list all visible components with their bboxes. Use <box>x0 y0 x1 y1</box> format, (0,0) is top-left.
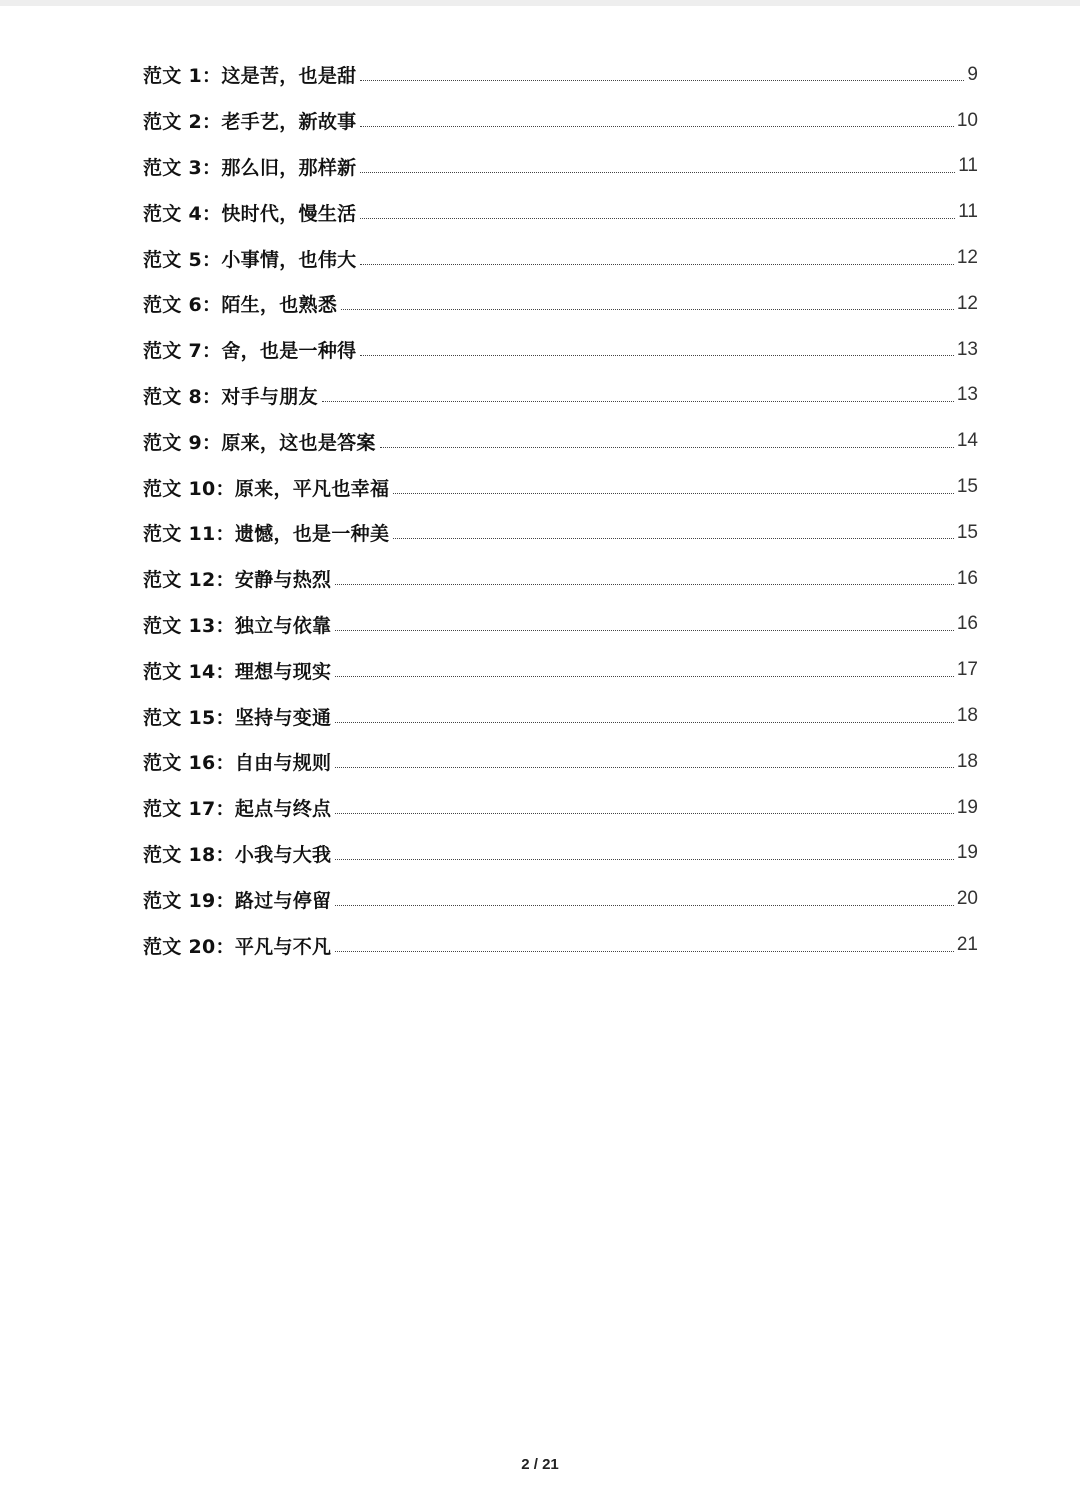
toc-entry-page: 21 <box>956 934 978 956</box>
toc-entry-title: 范文 4：快时代，慢生活 <box>143 202 357 225</box>
toc-entry-title: 范文 1：这是苦，也是甜 <box>143 65 357 88</box>
toc-entry-page: 13 <box>956 384 978 406</box>
toc-entry[interactable] <box>143 647 978 693</box>
dot-leader <box>341 309 954 310</box>
toc-entry-page: 20 <box>956 888 978 910</box>
toc-entry-page: 12 <box>956 292 978 314</box>
toc-entry-title: 范文 3：那么旧，那样新 <box>143 156 357 179</box>
toc-entry-title: 范文 6：陌生，也熟悉 <box>143 294 338 317</box>
toc-entry-title: 范文 14：理想与现实 <box>143 660 332 683</box>
toc-entry[interactable] <box>143 464 978 510</box>
dot-leader <box>360 172 955 173</box>
dot-leader <box>360 80 964 81</box>
dot-leader <box>335 859 954 860</box>
dot-leader <box>360 126 953 127</box>
toc-entry-page: 10 <box>956 109 978 131</box>
toc-entry[interactable] <box>143 785 978 831</box>
toc-entry-title: 范文 12：安静与热烈 <box>143 569 332 592</box>
toc-entry[interactable] <box>143 418 978 464</box>
toc-entry-title: 范文 8：对手与朋友 <box>143 385 318 408</box>
toc-entry[interactable] <box>143 556 978 602</box>
toc-entry-title: 范文 5：小事情，也伟大 <box>143 248 357 271</box>
toc-entry-page: 16 <box>956 567 978 589</box>
toc-entry-page: 11 <box>958 155 978 177</box>
toc-entry[interactable] <box>143 281 978 327</box>
toc-entry-page: 19 <box>956 842 978 864</box>
dot-leader <box>380 447 954 448</box>
toc-entry-page: 12 <box>956 247 978 269</box>
dot-leader <box>360 264 953 265</box>
toc-entry[interactable] <box>143 144 978 190</box>
dot-leader <box>335 584 954 585</box>
toc-entry-page: 13 <box>956 338 978 360</box>
toc-entry-page: 11 <box>958 201 978 223</box>
page-indicator: 2 / 21 <box>521 1456 559 1473</box>
toc-entry[interactable] <box>143 98 978 144</box>
toc-entry-page: 9 <box>967 63 978 85</box>
toc-entry[interactable] <box>143 327 978 373</box>
table-of-contents <box>143 52 978 968</box>
toc-entry[interactable] <box>143 373 978 419</box>
toc-entry[interactable] <box>143 831 978 877</box>
dot-leader <box>322 401 954 402</box>
toc-entry-title: 范文 17：起点与终点 <box>143 798 332 821</box>
toc-entry-title: 范文 16：自由与规则 <box>143 752 332 775</box>
dot-leader <box>335 722 954 723</box>
dot-leader <box>335 676 954 677</box>
toc-entry-title: 范文 13：独立与依靠 <box>143 614 332 637</box>
toc-entry-title: 范文 9：原来，这也是答案 <box>143 431 376 454</box>
toc-entry-page: 18 <box>956 750 978 772</box>
toc-entry-title: 范文 20：平凡与不凡 <box>143 935 332 958</box>
dot-leader <box>360 218 955 219</box>
toc-entry[interactable] <box>143 693 978 739</box>
toc-entry-page: 18 <box>956 705 978 727</box>
dot-leader <box>335 630 954 631</box>
toc-entry-page: 17 <box>956 659 978 681</box>
toc-entry-title: 范文 10：原来，平凡也幸福 <box>143 477 390 500</box>
toc-entry[interactable] <box>143 602 978 648</box>
dot-leader <box>335 813 954 814</box>
toc-entry-title: 范文 19：路过与停留 <box>143 889 332 912</box>
dot-leader <box>335 767 954 768</box>
toc-entry[interactable] <box>143 52 978 98</box>
dot-leader <box>335 951 954 952</box>
toc-entry-title: 范文 11：遗憾，也是一种美 <box>143 523 390 546</box>
dot-leader <box>360 355 953 356</box>
toc-entry-page: 14 <box>956 430 978 452</box>
toc-entry-page: 16 <box>956 613 978 635</box>
toc-entry[interactable] <box>143 235 978 281</box>
toc-entry-title: 范文 2：老手艺，新故事 <box>143 111 357 134</box>
page-top-edge <box>0 0 1080 6</box>
toc-entry-page: 15 <box>956 476 978 498</box>
toc-entry-page: 19 <box>956 796 978 818</box>
toc-entry-title: 范文 15：坚持与变通 <box>143 706 332 729</box>
dot-leader <box>335 905 954 906</box>
toc-entry[interactable] <box>143 876 978 922</box>
toc-entry[interactable] <box>143 922 978 968</box>
toc-entry-title: 范文 7：舍，也是一种得 <box>143 340 357 363</box>
toc-entry[interactable] <box>143 189 978 235</box>
toc-entry-title: 范文 18：小我与大我 <box>143 843 332 866</box>
dot-leader <box>393 493 954 494</box>
toc-entry[interactable] <box>143 739 978 785</box>
dot-leader <box>393 538 954 539</box>
toc-entry-page: 15 <box>956 521 978 543</box>
toc-entry[interactable] <box>143 510 978 556</box>
